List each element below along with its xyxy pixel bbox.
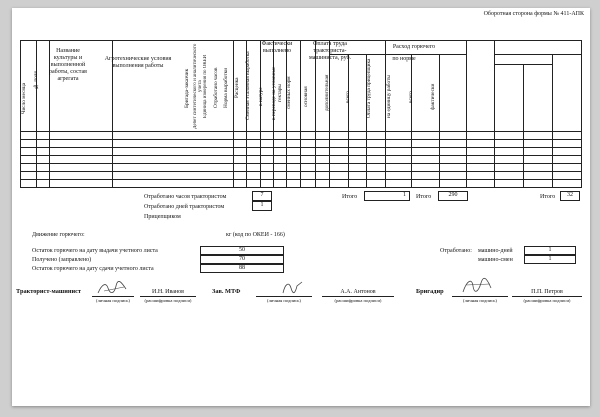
driver-role: Тракторист-машинист: [16, 288, 81, 295]
driver-sign-caption: (личная подпись): [96, 298, 130, 303]
header-brigade: Бригада-заказчик: [184, 68, 190, 108]
table-row: [21, 132, 582, 140]
mtf-transcript-caption: (расшифровка подписи): [334, 298, 382, 303]
header-fuel-group: Расход горючего: [392, 44, 436, 50]
table-row: [21, 156, 582, 164]
total2-label: Итого: [416, 194, 432, 200]
header-crop: Название культуры и выполненной работы, состав агрегата: [49, 48, 87, 82]
mtf-name: А.А. Антонов: [340, 289, 376, 295]
form-title: Оборотная сторона формы № 411-АПК: [483, 11, 584, 17]
header-shift-std: Сменная эталонная выработка: [245, 51, 251, 121]
header-shift-norms: сменных норм: [286, 76, 292, 110]
header-unit: Единица измерения по ОКЕИ: [203, 54, 208, 118]
header-by-norm: по норме: [392, 56, 416, 62]
header-pay-group: Оплата труда тракториста-машиниста, руб.: [308, 41, 352, 61]
fuel-row-end-label: Остаток горючего на дату сдачи учетного листа: [32, 266, 154, 272]
machine-shifts-value: 1: [524, 255, 576, 264]
header-norm: Норма выработки: [223, 67, 229, 109]
header-actual-group: Фактически выполнено: [261, 41, 293, 54]
header-norm-total: всего: [408, 91, 414, 103]
hours-label: Отработано часов трактористом: [144, 194, 227, 200]
mtf-sign-caption: (личная подпись): [267, 298, 301, 303]
driver-signature-image: [96, 280, 130, 296]
machine-shifts-label: машино-смен: [478, 257, 513, 263]
mtf-signature-image: [280, 278, 306, 296]
fuel-row-start-label: Остаток горючего на дату выдачи учетного листа: [32, 248, 158, 254]
header-additional: дополнительная: [324, 74, 330, 112]
header-in-nature: в натуре: [258, 87, 264, 107]
header-per-unit: на единицу работы: [386, 75, 392, 119]
fuel-heading: Движение горючего:: [32, 232, 85, 238]
header-day: Число месяца: [21, 82, 27, 114]
fuel-row-end-value: 88: [200, 264, 284, 273]
header-debit: Дебет синтетического и аналитического учета: [193, 43, 204, 129]
header-in-conventional: в переводе на условные гектары: [271, 66, 283, 120]
fuel-row-received-label: Получено (заправлено): [32, 257, 92, 263]
total3-label: Итого: [540, 194, 556, 200]
driver-transcript-caption: (расшифровка подписи): [144, 298, 192, 303]
total3-value: 32: [560, 191, 580, 201]
hours-value: 7: [252, 191, 272, 201]
form-sheet: [12, 8, 590, 406]
col-trailer: [467, 41, 495, 132]
fuel-unit: кг (код по ОКЕИ - 166): [226, 232, 285, 238]
header-actual: фактически: [430, 83, 436, 111]
machine-days-value: 1: [524, 246, 576, 255]
fuel-row-received-value: 70: [200, 255, 284, 264]
days-label: Отработано дней трактористом: [144, 204, 225, 210]
brigadier-sign-caption: (личная подпись): [463, 298, 497, 303]
fuel-row-start-value: 50: [200, 246, 284, 255]
table-row: [21, 172, 582, 180]
table-row: [21, 164, 582, 172]
total1-label: Итого: [342, 194, 358, 200]
header-rate: Расценка: [234, 77, 240, 99]
table-row: [21, 140, 582, 148]
driver-name: И.Н. Иванов: [152, 289, 184, 295]
header-field: № поля: [33, 71, 39, 90]
table-row: [21, 180, 582, 188]
header-basic: основная: [303, 86, 309, 108]
trailer-label: Прицепщиком: [144, 214, 181, 220]
body-grid: [20, 131, 582, 188]
table-row: [21, 148, 582, 156]
col-fuel-group: [494, 41, 581, 55]
days-value: 1: [252, 201, 272, 211]
worked-label: Отработано:: [440, 248, 472, 254]
mtf-role: Зав. МТФ: [212, 288, 241, 295]
brigadier-name: П.П. Петров: [531, 289, 563, 295]
header-trailer: Оплата труда прицепщика: [366, 58, 372, 118]
brigadier-transcript-caption: (расшифровка подписи): [523, 298, 571, 303]
machine-days-label: машино-дней: [478, 248, 513, 254]
total2-value: 290: [438, 191, 468, 201]
total1-value: 1: [364, 191, 410, 201]
header-hours: Отработано часов: [213, 67, 219, 109]
brigadier-signature-image: [460, 276, 494, 296]
header-conditions: Агротехнические условия выполнения работы: [104, 56, 172, 69]
brigadier-role: Бригадир: [416, 288, 444, 295]
header-total: всего: [345, 91, 351, 103]
